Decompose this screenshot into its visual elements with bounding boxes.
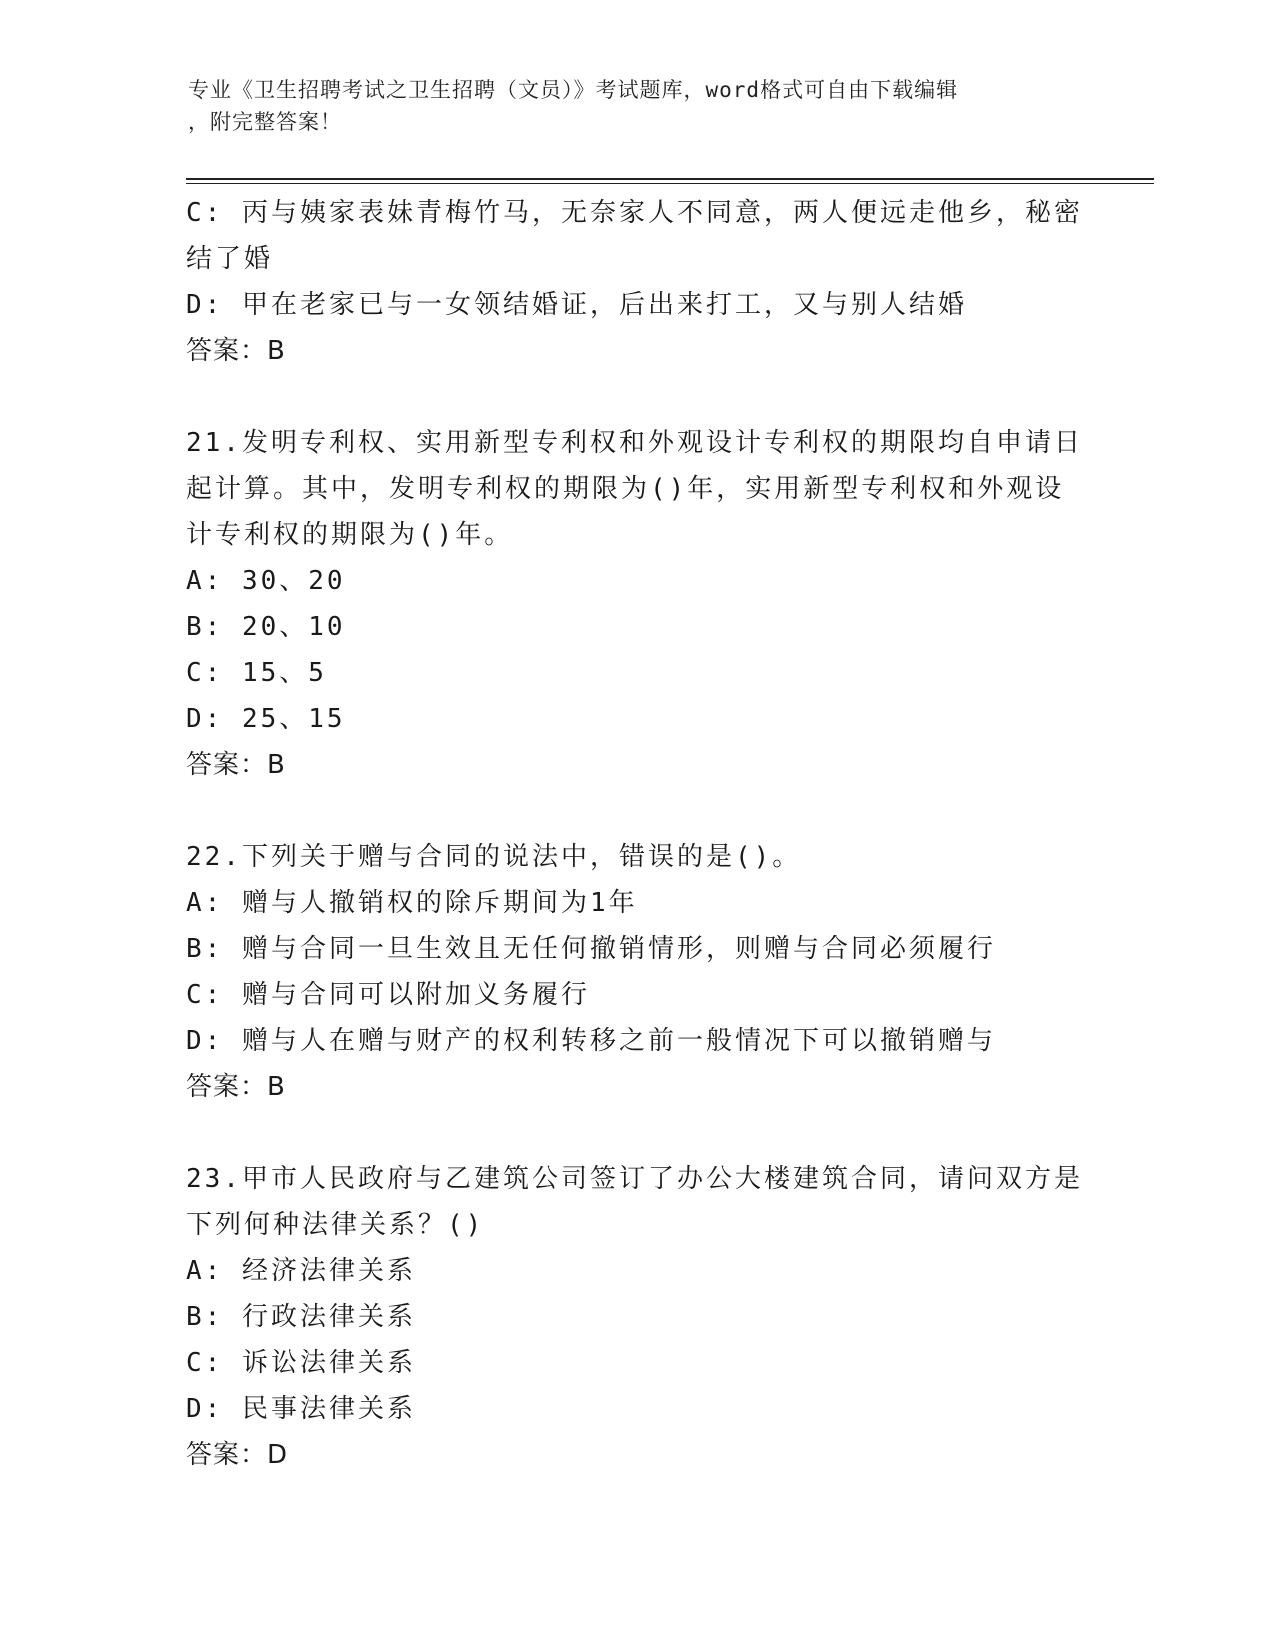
spacer	[186, 1110, 1086, 1156]
header-divider-thick	[186, 178, 1154, 180]
question-21	[186, 420, 1086, 788]
question-23	[186, 1156, 1086, 1478]
option-c-line-1: C: 丙与姨家表妹青梅竹马，无奈家人不同意，两人便远走他乡，秘密	[186, 198, 1083, 228]
option-c: C: 赠与合同可以附加义务履行	[186, 980, 590, 1010]
document-header	[188, 74, 1088, 138]
question-content	[186, 190, 1086, 1478]
header-line-2: ，附完整答案！	[188, 110, 342, 134]
option-b: B: 20、10	[186, 612, 346, 642]
answer: 答案：B	[186, 1072, 286, 1102]
question-text-line-2: 起计算。其中，发明专利权的期限为()年，实用新型专利权和外观设	[186, 474, 1065, 504]
option-c: C: 15、5	[186, 658, 327, 688]
header-divider-thin	[186, 183, 1154, 184]
answer: 答案：B	[186, 750, 286, 780]
option-d: D: 25、15	[186, 704, 346, 734]
option-d: D: 赠与人在赠与财产的权利转移之前一般情况下可以撤销赠与	[186, 1026, 996, 1056]
question-text-line-1: 23.甲市人民政府与乙建筑公司签订了办公大楼建筑合同，请问双方是	[186, 1164, 1083, 1194]
option-d: D: 民事法律关系	[186, 1394, 416, 1424]
option-c-line-2: 结了婚	[186, 244, 274, 274]
spacer	[186, 788, 1086, 834]
option-a: A: 30、20	[186, 566, 346, 596]
option-b: B: 赠与合同一旦生效且无任何撤销情形，则赠与合同必须履行	[186, 934, 996, 964]
option-d: D: 甲在老家已与一女领结婚证，后出来打工，又与别人结婚	[186, 290, 967, 320]
option-c: C: 诉讼法律关系	[186, 1348, 416, 1378]
spacer	[186, 374, 1086, 420]
question-text-line-2: 下列何种法律关系？()	[186, 1210, 485, 1240]
answer: 答案：D	[186, 1440, 289, 1470]
answer: 答案：B	[186, 336, 286, 366]
header-line-1: 专业《卫生招聘考试之卫生招聘（文员）》考试题库，word格式可自由下载编辑	[188, 78, 959, 102]
question-22	[186, 834, 1086, 1110]
question-text-line-1: 21.发明专利权、实用新型专利权和外观设计专利权的期限均自申请日	[186, 428, 1083, 458]
option-b: B: 行政法律关系	[186, 1302, 416, 1332]
question-text-line-3: 计专利权的期限为()年。	[186, 520, 514, 550]
option-a: A: 赠与人撤销权的除斥期间为1年	[186, 888, 638, 918]
question-text-line-1: 22.下列关于赠与合同的说法中，错误的是()。	[186, 842, 802, 872]
option-a: A: 经济法律关系	[186, 1256, 416, 1286]
question-20-continued	[186, 190, 1086, 374]
